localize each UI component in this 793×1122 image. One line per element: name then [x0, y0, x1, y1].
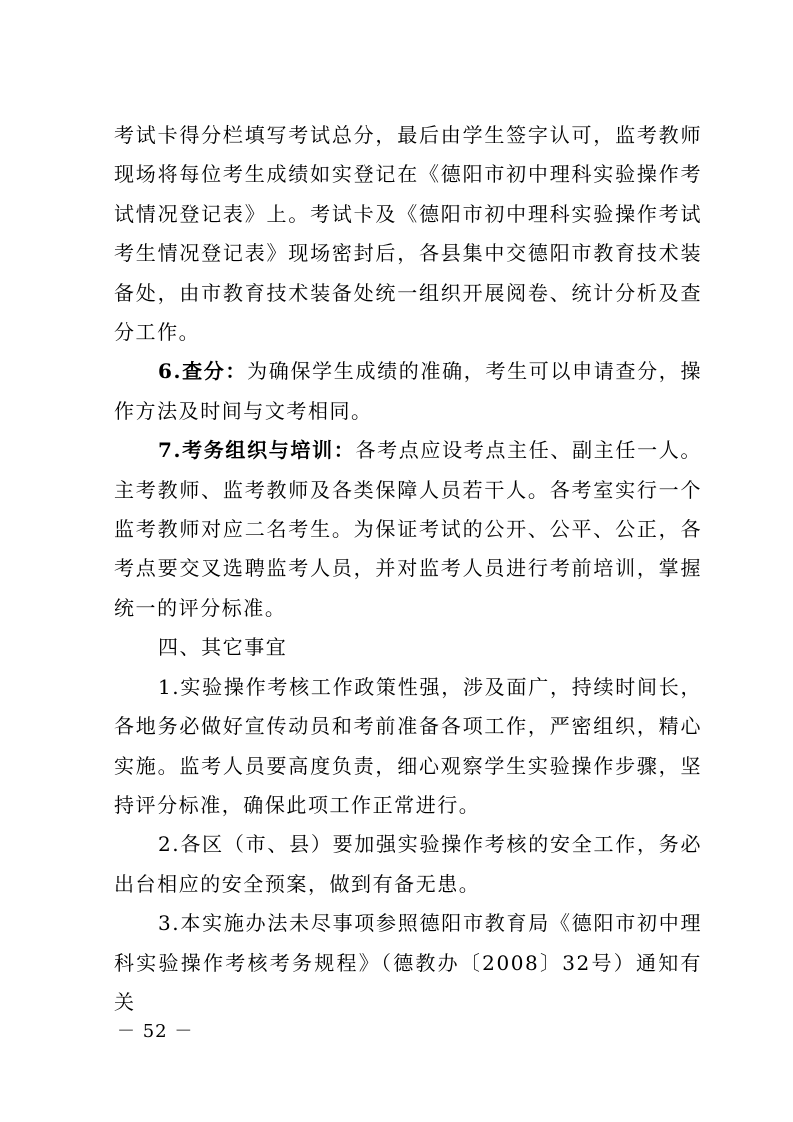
score-check-heading: 6.查分： — [158, 359, 248, 384]
paragraph-item-2: 2.各区（市、县）要加强实验操作考核的安全工作，务必出台相应的安全预案，做到有备无患。 — [114, 832, 702, 896]
section-heading-other-matters: 四、其它事宜 — [158, 635, 288, 660]
page-number: － 52 － — [117, 1021, 194, 1042]
exam-organization-heading: 7.考务组织与培训： — [158, 438, 356, 463]
paragraph-item-3: 3.本实施办法未尽事项参照德阳市教育局《德阳市初中理科实验操作考核考务规程》（德教办〔2008〕32号）通知有关 — [114, 911, 702, 1014]
paragraph-exam-organization — [114, 431, 702, 628]
score-check-text: 为确保学生成绩的准确，考生可以申请查分，操作方法及时间与文考相同。 — [114, 359, 702, 423]
paragraph-item-1: 1.实验操作考核工作政策性强，涉及面广，持续时间长，各地务必做好宣传动员和考前准备各项工作，严密组织，精心实施。监考人员要高度负责，细心观察学生实验操作步骤，坚持评分标准，确保此项工作正常进行。 — [114, 674, 702, 817]
paragraph-score-check — [114, 352, 702, 431]
exam-organization-text: 各考点应设考点主任、副主任一人。主考教师、监考教师及各类保障人员若干人。各考室实行一个监考教师对应二名考生。为保证考试的公开、公平、公正，各考点要交叉选聘监考人员，并对监考人员进行考前培训，掌握统一的评分标准。 — [114, 438, 702, 620]
document-body — [114, 116, 702, 1022]
paragraph-exam-card: 考试卡得分栏填写考试总分，最后由学生签字认可，监考教师现场将每位考生成绩如实登记在《德阳市初中理科实验操作考试情况登记表》上。考试卡及《德阳市初中理科实验操作考试考生情况登记表》现场密封后，各县集中交德阳市教育技术装备处，由市教育技术装备处统一组织开展阅卷、统计分析及查分工作。 — [114, 123, 702, 345]
